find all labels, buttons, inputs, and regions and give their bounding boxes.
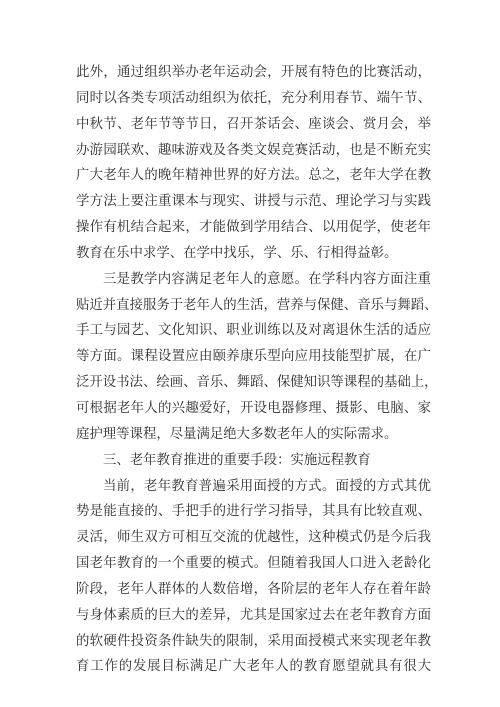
body-text — [76, 60, 438, 680]
text-line: 广大老年人的晚年精神世界的好方法。总之，老年大学在教 — [76, 168, 431, 184]
text-line: 育工作的发展目标满足广大老年人的教育愿望就具有很大 — [76, 659, 431, 675]
text-line: 可根据老年人的兴趣爱好，开设电器修理、摄影、电脑、家 — [76, 400, 431, 416]
text-line: 势是能直接的、手把手的进行学习指导，其具有比较直观、 — [76, 504, 431, 520]
text-line: 灵活，师生双方可相互交流的优越性，这种模式仍是今后我 — [76, 530, 431, 546]
text-line: 教育在乐中求学、在学中找乐，学、乐、行相得益彰。 — [76, 245, 398, 261]
text-line: 的软硬件投资条件缺失的限制，采用面授模式来实现老年教 — [76, 633, 431, 649]
text-line: 办游园联欢、趣味游戏及各类文娱竞赛活动，也是不断充实 — [76, 142, 431, 158]
paragraph-start-line: 当前，老年教育普遍采用面授的方式。面授的方式其优 — [103, 478, 431, 494]
section-heading: 三、老年教育推进的重要手段：实施远程教育 — [103, 452, 371, 468]
text-line: 操作有机结合起来，才能做到学用结合、以用促学，使老年 — [76, 220, 431, 236]
text-line: 与身体素质的巨大的差异，尤其是国家过去在老年教育方面 — [76, 607, 431, 623]
text-line: 学方法上要注重课本与现实、讲授与示范、理论学习与实践 — [76, 194, 431, 210]
text-line: 贴近并直接服务于老年人的生活，营养与保健、音乐与舞蹈、 — [76, 297, 438, 313]
text-line: 庭护理等课程，尽量满足绝大多数老年人的实际需求。 — [76, 426, 398, 442]
text-line: 等方面。课程设置应由颐养康乐型向应用技能型扩展，在广 — [76, 349, 431, 365]
text-line: 手工与园艺、文化知识、职业训练以及对离退休生活的适应 — [76, 323, 431, 339]
text-line: 阶段，老年人群体的人数倍增，各阶层的老年人存在着年龄 — [76, 581, 431, 597]
text-line: 国老年教育的一个重要的模式。但随着我国人口进入老龄化 — [76, 556, 431, 572]
paragraph-start-line: 三是教学内容满足老年人的意愿。在学科内容方面注重 — [103, 271, 431, 287]
text-line: 泛开设书法、绘画、音乐、舞蹈、保健知识等课程的基础上， — [76, 375, 438, 391]
text-line: 同时以各类专项活动组织为依托，充分利用春节、端午节、 — [76, 90, 431, 106]
text-line: 此外，通过组织举办老年运动会，开展有特色的比赛活动， — [76, 65, 431, 80]
text-line: 中秋节、老年节等节日，召开茶话会、座谈会、赏月会，举 — [76, 116, 431, 132]
